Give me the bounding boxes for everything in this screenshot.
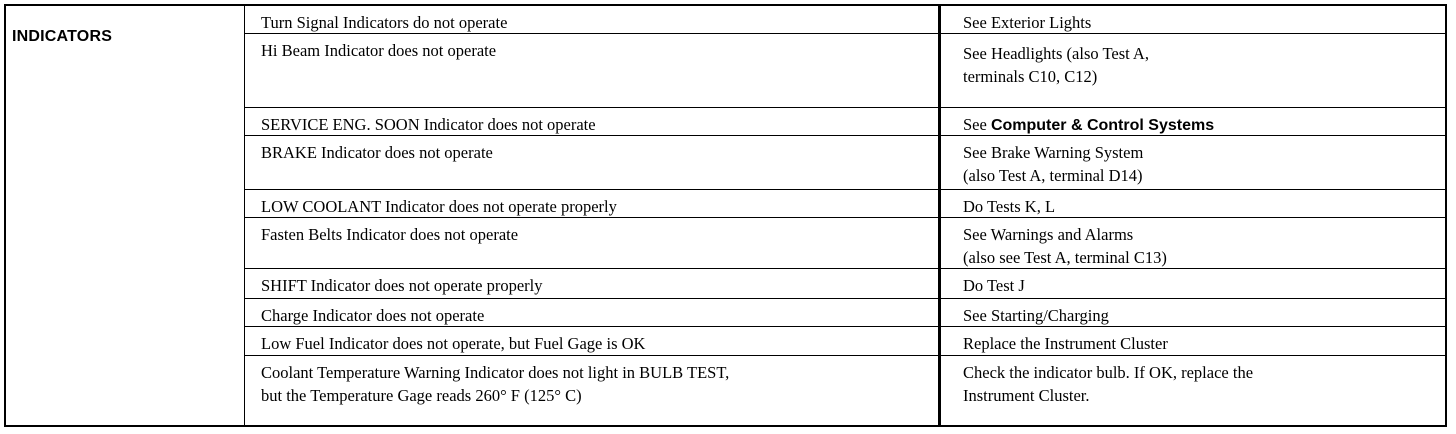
condition-cell: LOW COOLANT Indicator does not operate properly: [261, 197, 617, 216]
section-label: INDICATORS: [12, 28, 113, 45]
table-row: [245, 299, 1445, 327]
condition-cell: Charge Indicator does not operate: [261, 306, 485, 325]
table-rows: [245, 6, 1445, 407]
action-cell: See Brake Warning System (also Test A, terminal D14): [963, 143, 1144, 185]
action-cell: See Headlights (also Test A, terminals C10, C12): [963, 44, 1149, 86]
condition-cell: Low Fuel Indicator does not operate, but Fuel Gage is OK: [261, 334, 646, 353]
table-row: [245, 327, 1445, 356]
action-bold-reference: Computer & Control Systems: [990, 117, 1215, 134]
condition-cell: Fasten Belts Indicator does not operate: [261, 225, 519, 244]
action-cell: See Warnings and Alarms (also see Test A, terminal C13): [963, 225, 1167, 267]
table-row: [245, 218, 1445, 269]
action-cell: See Starting/Charging: [963, 306, 1109, 325]
table-row: [245, 108, 1445, 136]
table-row: [245, 34, 1445, 108]
table-row: [245, 356, 1445, 407]
condition-cell: Turn Signal Indicators do not operate: [261, 13, 508, 32]
action-cell: Check the indicator bulb. If OK, replace the Instrument Cluster.: [963, 363, 1254, 405]
table-row: [245, 6, 1445, 34]
table-row: [245, 269, 1445, 299]
table-row: [245, 136, 1445, 190]
condition-cell: SHIFT Indicator does not operate properly: [261, 276, 543, 295]
condition-cell: BRAKE Indicator does not operate: [261, 143, 493, 162]
table-row: [245, 190, 1445, 218]
action-cell: See Exterior Lights: [963, 13, 1092, 32]
condition-cell: SERVICE ENG. SOON Indicator does not operate: [261, 115, 596, 134]
diagnosis-table: [4, 4, 1447, 427]
action-cell: [963, 113, 1443, 137]
condition-cell: Hi Beam Indicator does not operate: [261, 41, 497, 60]
action-cell: Do Test J: [963, 276, 1025, 295]
action-prefix: See: [963, 115, 991, 134]
condition-cell: Coolant Temperature Warning Indicator does not light in BULB TEST, but the Temperature Gage reads 260° F (125° C): [261, 363, 730, 405]
action-cell: Replace the Instrument Cluster: [963, 334, 1168, 353]
action-cell: Do Tests K, L: [963, 197, 1056, 216]
